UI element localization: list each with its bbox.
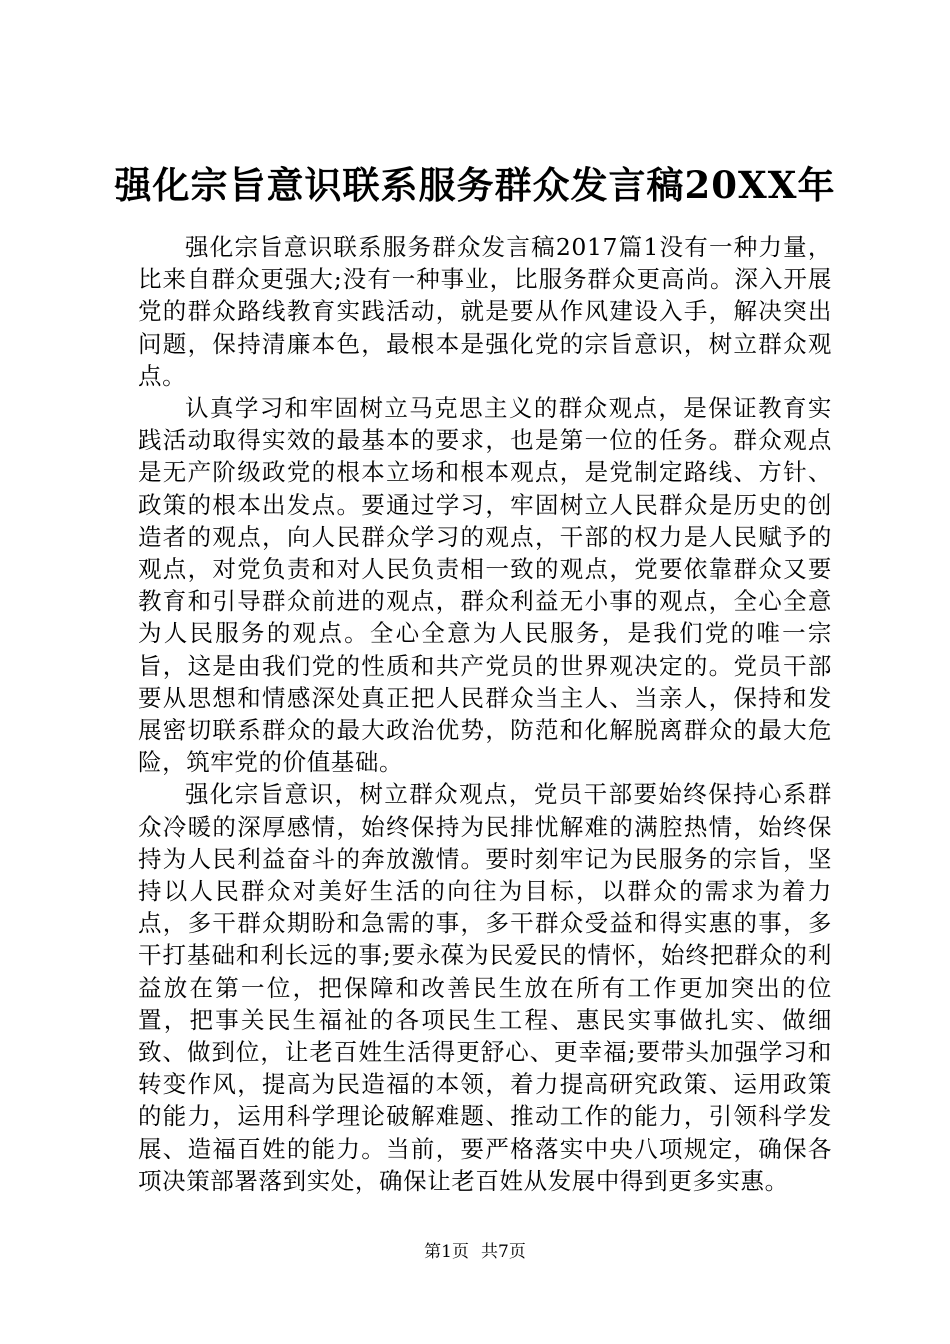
paragraph-1: 强化宗旨意识联系服务群众发言稿2017篇1没有一种力量，比来自群众更强大;没有一种事业，比服务群众更高尚。深入开展党的群众路线教育实践活动，就是要从作风建设入手，解决突出问题，保持清廉本色，最根本是强化党的宗旨意识，树立群众观点。: [138, 233, 832, 390]
paragraph-3: 强化宗旨意识，树立群众观点，党员干部要始终保持心系群众冷暖的深厚感情，始终保持为民排忧解难的满腔热情，始终保持为人民利益奋斗的奔放激情。要时刻牢记为民服务的宗旨，坚持以人民群众对美好生活的向往为目标，以群众的需求为着力点，多干群众期盼和急需的事，多干群众受益和得实惠的事，多干打基础和利长远的事;要永葆为民爱民的情怀，始终把群众的利益放在第一位，把保障和改善民生放在所有工作更加突出的位置，把事关民生福祉的各项民生工程、惠民实事做扎实、做细致、做到位，让老百姓生活得更舒心、更幸福;要带头加强学习和转变作风，提高为民造福的本领，着力提高研究政策、运用政策的能力，运用科学理论破解难题、推动工作的能力，引领科学发展、造福百姓的能力。当前，要严格落实中央八项规定，确保各项决策部署落到实处，确保让老百姓从发展中得到更多实惠。: [138, 780, 832, 1195]
page-number: 第1页: [424, 1242, 469, 1262]
page-total: 共7页: [481, 1242, 526, 1262]
paragraph-2: 认真学习和牢固树立马克思主义的群众观点，是保证教育实践活动取得实效的最基本的要求，也是第一位的任务。群众观点是无产阶级政党的根本立场和根本观点，是党制定路线、方针、政策的根本出发点。要通过学习，牢固树立人民群众是历史的创造者的观点，向人民群众学习的观点，干部的权力是人民赋予的观点，对党负责和对人民负责相一致的观点，党要依靠群众又要教育和引导群众前进的观点，群众利益无小事的观点，全心全意为人民服务的观点。全心全意为人民服务，是我们党的唯一宗旨，这是由我们党的性质和共产党员的世界观决定的。党员干部要从思想和情感深处真正把人民群众当主人、当亲人，保持和发展密切联系群众的最大政治优势，防范和化解脱离群众的最大危险，筑牢党的价值基础。: [138, 394, 832, 777]
document-body: [138, 231, 832, 1197]
document-title: 强化宗旨意识联系服务群众发言稿20XX年: [114, 163, 836, 207]
page-footer: [0, 1240, 950, 1264]
